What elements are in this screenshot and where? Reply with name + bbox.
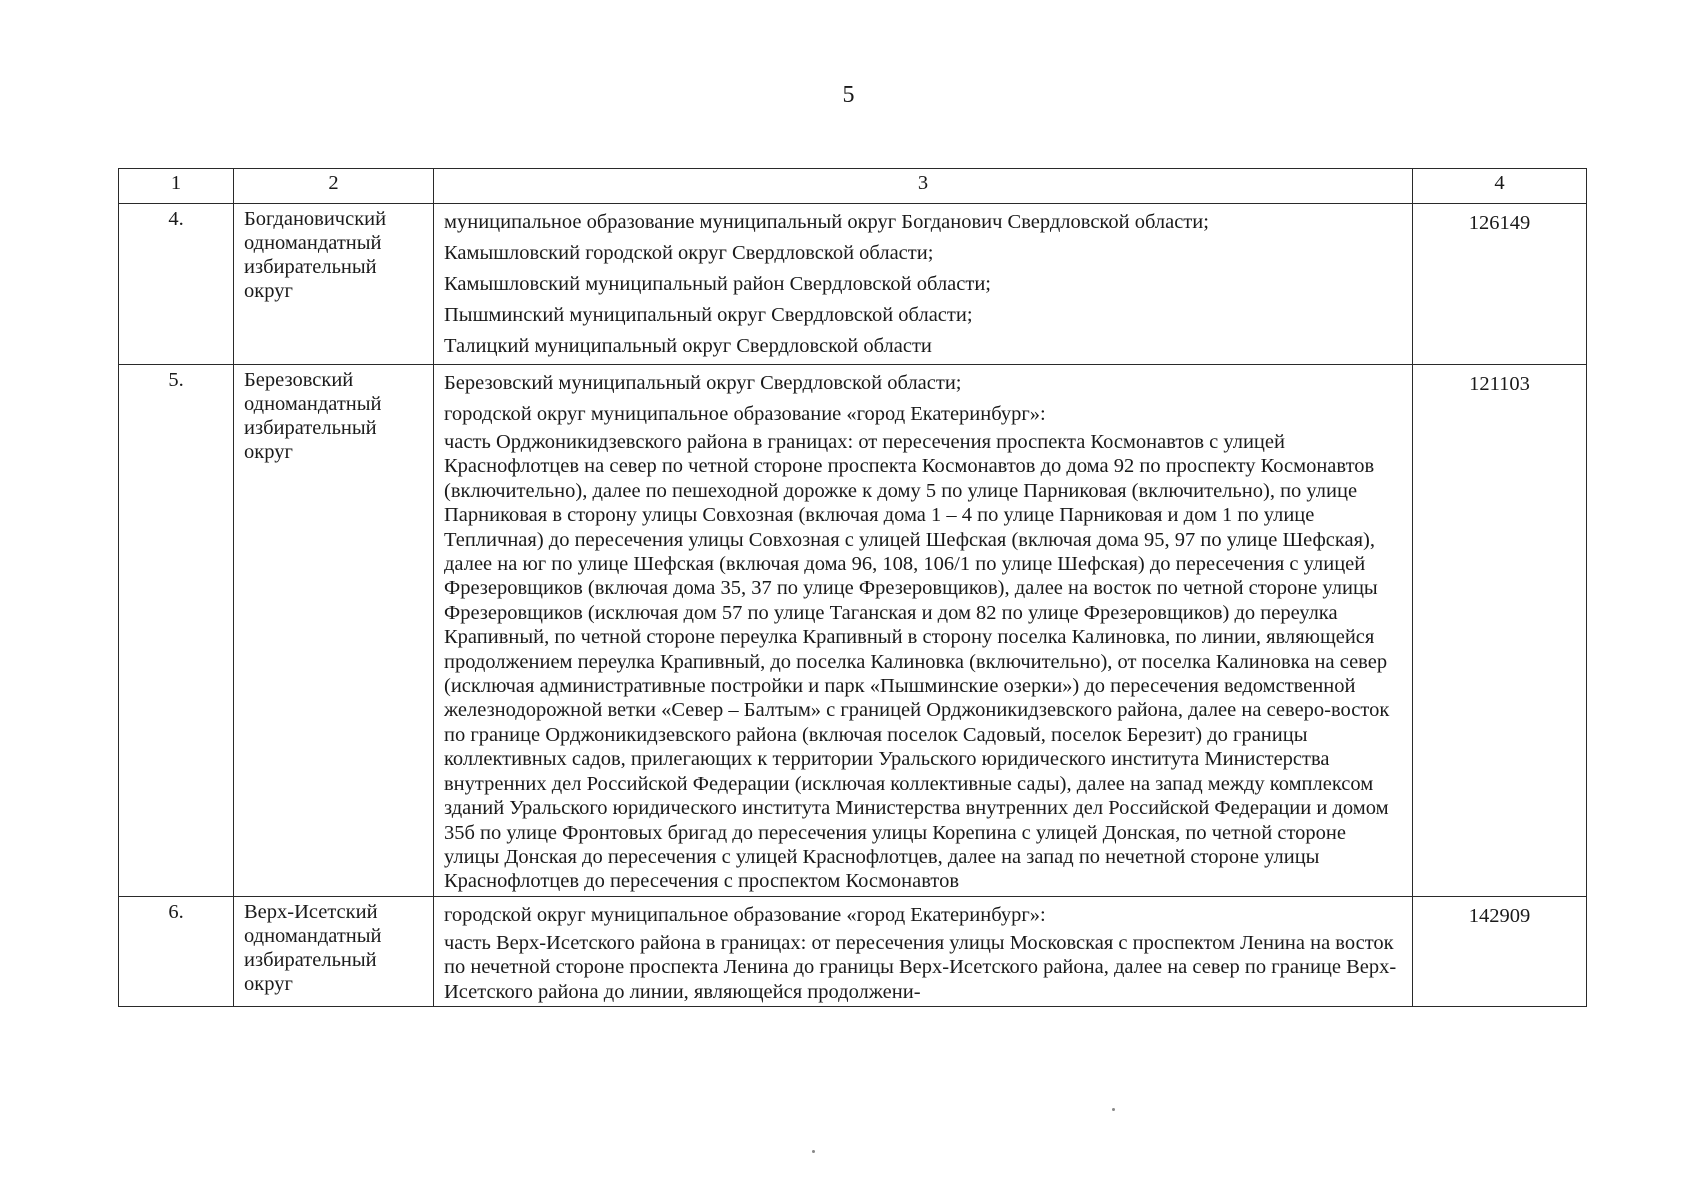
territory-line: Пышминский муниципальный округ Свердловской области; — [444, 304, 973, 326]
territory-line: Камышловский городской округ Свердловской области; — [444, 242, 934, 264]
district-name — [234, 204, 434, 365]
district-name-line: округ — [244, 280, 293, 302]
territory-description: часть Орджоникидзевского района в границах: от пересечения проспекта Космонавтов с улицей Краснофлотцев на север по четной стороне проспекта Космонавтов до дома 92 по проспекту Космонавтов (включительно), далее по пешеходной дорожке к дому 5 по улице Парниковая (включительно), по улице Парниковая в сторону улицы Совхозная (включая дома 1 – 4 по улице Парниковая и дом 1 по улице Тепличная) до пересечения улицы Совхозная с улицей Шефская (включая дома 95, 97 по улице Шефская), далее на юг по улице Шефская (включая дома 96, 108, 106/1 по улице Шефская) до пересечения с улицей Фрезеровщиков (включая дома 35, 37 по улице Фрезеровщиков), далее на восток по четной стороне улицы Фрезеровщиков (исключая дом 57 по улице Таганская и дом 82 по улице Фрезеровщиков) до переулка Крапивный, по четной стороне переулка Крапивный в сторону поселка Калиновка, по линии, являющейся продолжением переулка Крапивный, до поселка Калиновка (включительно), от поселка Калиновка на север (исключая административные постройки и парк «Пышминские озерки») до пересечения ведомственной железнодорожной ветки «Север – Балтым» с границей Орджоникидзевского района, далее на северо-восток по границе Орджоникидзевского района (включая поселок Садовый, поселок Березит) до границы коллективных садов, прилегающих к территории Уральского юридического института Министерства внутренних дел Российской Федерации (исключая коллективные сады), далее на запад между комплексом зданий Уральского юридического института Министерства внутренних дел Российской Федерации и домом 35б по улице Фронтовых бригад до пересечения улицы Корепина с улицей Донская, по четной стороне улицы Донская до пересечения с улицей Краснофлотцев, далее на запад по нечетной стороне улицы Краснофлотцев до пересечения с проспектом Космонавтов — [444, 431, 1390, 893]
district-name-line: одномандатный — [244, 924, 382, 947]
district-name — [234, 365, 434, 897]
district-territory — [434, 204, 1413, 365]
table-row — [119, 365, 1587, 897]
page-number: 5 — [842, 82, 855, 108]
district-name-line: одномандатный — [244, 393, 382, 415]
voter-count: 142909 — [1413, 896, 1587, 1006]
districts-table — [118, 168, 1587, 1007]
territory-line: городской округ муниципальное образование «город Екатеринбург»: — [444, 903, 1046, 926]
row-number: 6. — [119, 896, 234, 1006]
district-name-line: избирательный — [244, 417, 377, 439]
row-number: 5. — [119, 365, 234, 897]
column-header-3: 3 — [434, 169, 1413, 204]
voter-count: 121103 — [1413, 365, 1587, 897]
territory-line: Камышловский муниципальный район Свердловской области; — [444, 273, 992, 295]
district-name-line: Березовский — [244, 369, 354, 391]
territory-description: часть Верх-Исетского района в границах: от пересечения улицы Московская с проспектом Ленина на восток по нечетной стороне проспекта Ленина до границы Верх-Исетского района, далее на север по границе Верх-Исетского района до линии, являющейся продолжени- — [444, 931, 1397, 1003]
territory-line: Талицкий муниципальный округ Свердловской области — [444, 335, 932, 357]
district-territory — [434, 896, 1413, 1006]
voter-count: 126149 — [1413, 204, 1587, 365]
table-row — [119, 204, 1587, 365]
district-name — [234, 896, 434, 1006]
district-name-line: Верх-Исетский — [244, 900, 378, 923]
district-name-line: округ — [244, 972, 293, 995]
column-header-4: 4 — [1413, 169, 1587, 204]
table-header-row — [119, 169, 1587, 204]
district-name-line: избирательный — [244, 948, 377, 971]
district-territory — [434, 365, 1413, 897]
table-row — [119, 896, 1587, 1006]
row-number: 4. — [119, 204, 234, 365]
column-header-1: 1 — [119, 169, 234, 204]
column-header-2: 2 — [234, 169, 434, 204]
district-name-line: округ — [244, 441, 293, 463]
territory-line: городской округ муниципальное образование «город Екатеринбург»: — [444, 403, 1046, 425]
territory-line: Березовский муниципальный округ Свердловской области; — [444, 372, 962, 394]
district-name-line: Богдановичский — [244, 208, 387, 230]
district-name-line: одномандатный — [244, 232, 382, 254]
scan-speck — [812, 1150, 815, 1153]
scan-speck — [1112, 1108, 1115, 1111]
district-name-line: избирательный — [244, 256, 377, 278]
territory-line: муниципальное образование муниципальный округ Богданович Свердловской области; — [444, 211, 1209, 233]
